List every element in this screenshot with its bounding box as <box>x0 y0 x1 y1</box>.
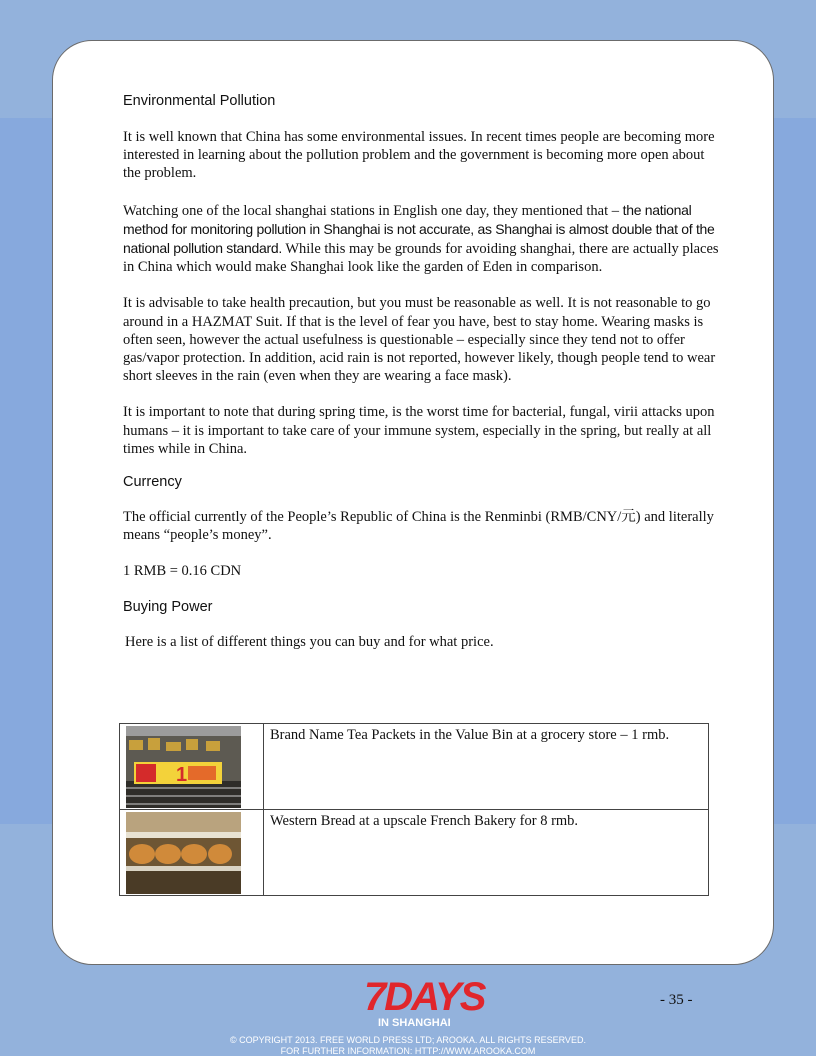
section-heading-environmental-pollution: Environmental Pollution <box>123 93 276 109</box>
bread-photo <box>126 812 241 894</box>
page-number: - 35 - <box>660 992 693 1008</box>
currency-paragraph <box>120 508 720 544</box>
table-row <box>120 724 709 810</box>
bread-illustration <box>126 812 241 894</box>
item-description-cell: Brand Name Tea Packets in the Value Bin at a grocery store – 1 rmb. <box>264 724 709 810</box>
photo-cell <box>120 724 264 810</box>
env-paragraph-2-tail: While this may be grounds for avoiding shanghai, there are actually places in China which would make Shanghai look like the garden of Eden in comparison. <box>123 241 719 276</box>
buying-paragraph: Here is a list of different things you can buy and for what price. <box>125 633 494 650</box>
env-paragraph-4-text: It is important to note that during spring time, is the worst time for bacterial, fungal, virii attacks upon humans – it is important to take care of your immune system, especially in the spring, but really at all times while in China. <box>123 404 715 457</box>
env-paragraph-2 <box>120 201 720 277</box>
env-paragraph-1-text: It is well known that China has some environmental issues. In recent times people are becoming more interested in learning about the pollution problem and the government is becoming more open about the problem. <box>123 129 715 182</box>
tea-packets-illustration <box>126 726 241 808</box>
env-paragraph-4 <box>120 403 720 458</box>
copyright-line: © COPYRIGHT 2013. FREE WORLD PRESS LTD; AROOKA. ALL RIGHTS RESERVED. <box>230 1035 586 1045</box>
7days-logo-mark <box>364 970 485 1032</box>
tea-packets-photo <box>126 726 241 808</box>
env-paragraph-2-quote: the national method for monitoring pollution in Shanghai is not accurate, as Shanghai is almost double that of the national pollution standard. <box>123 201 715 257</box>
section-heading-buying-power: Buying Power <box>123 598 213 615</box>
further-info-line: FOR FURTHER INFORMATION: HTTP://WWW.AROOKA.COM <box>280 1046 536 1056</box>
env-paragraph-3 <box>120 294 720 385</box>
item-description-cell: Western Bread at a upscale French Bakery for 8 rmb. <box>264 810 709 896</box>
price-sign-text: 1 <box>176 764 188 786</box>
section-heading-currency: Currency <box>123 474 182 491</box>
7days-logo <box>364 970 485 1032</box>
buying-power-table <box>119 723 709 896</box>
env-paragraph-2-lead: Watching one of the local shanghai stations in English one day, they mentioned that – <box>123 202 620 219</box>
photo-cell <box>120 810 264 896</box>
currency-paragraph-text: The official currently of the People’s Republic of China is the Renminbi (RMB/CNY/元) and literally means “people’s money”. <box>123 509 714 544</box>
currency-rate: 1 RMB = 0.16 CDN <box>123 563 242 580</box>
logo-big-text: 7DAYS <box>364 975 485 1019</box>
env-paragraph-3-text: It is advisable to take health precaution, but you must be reasonable as well. It is not reasonable to go around in a HAZMAT Suit. If that is the level of fear you have, best to stay home. Wearing masks is often seen, however the actual usefulness is questionable – especially since they tend not to offer gas/vapor protection. In addition, acid rain is not reported, however likely, though people tend to wear short sleeves in the rain (even when they are wearing a face mask). <box>123 295 716 385</box>
logo-small-text: IN SHANGHAI <box>378 1017 451 1029</box>
table-row <box>120 810 709 896</box>
env-paragraph-1 <box>120 128 720 183</box>
page-content <box>120 93 720 651</box>
